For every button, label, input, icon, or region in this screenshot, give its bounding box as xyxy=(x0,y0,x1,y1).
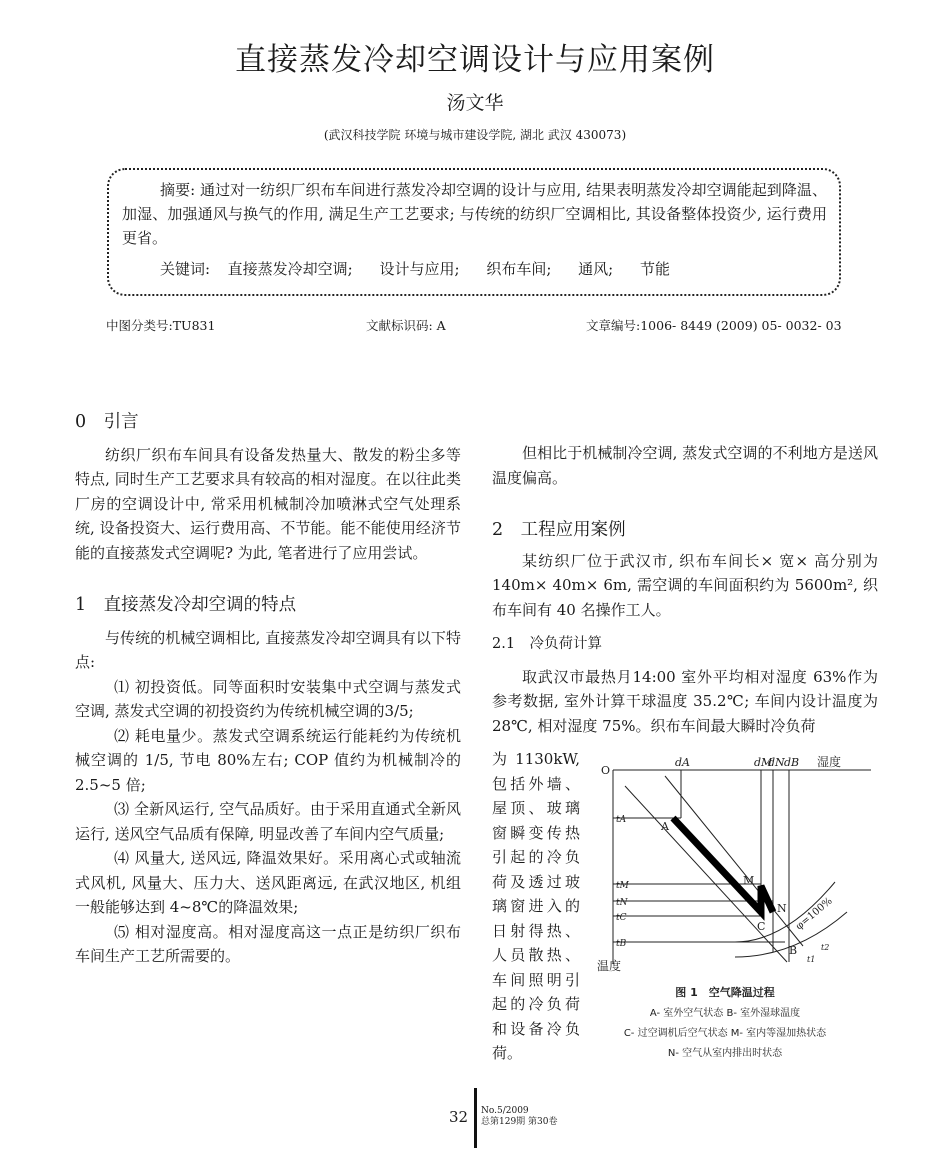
point-label: B xyxy=(789,944,798,957)
keyword: 节能 xyxy=(640,260,671,278)
axis-label: dB xyxy=(784,756,800,769)
air-cooling-process-figure xyxy=(585,752,883,1074)
axis-label: tN xyxy=(616,898,628,908)
section-1-heading: 1 直接蒸发冷却空调的特点 xyxy=(75,595,297,615)
section-0-paragraph: 纺织厂织布车间具有设备发热量大、散发的粉尘多等特点, 同时生产工艺要求具有较高的相对湿度。在以往此类厂房的空调设计中, 常采用机械制冷加喷淋式空气处理系统, 设备投资大、运行费用高、不节能。能不能使用经济节能的直接蒸发式空调呢? 为此, 笔者进行了应用尝试。 xyxy=(75,445,461,562)
axis-label: t1 xyxy=(807,955,816,964)
axis-label: tC xyxy=(616,913,627,923)
article-title: 直接蒸发冷却空调设计与应用案例 xyxy=(235,42,715,78)
author-name: 汤文华 xyxy=(446,92,504,114)
temperature-label: 温度 xyxy=(597,959,622,973)
keyword: 直接蒸发冷却空调; xyxy=(227,260,353,278)
keywords-label: 关键词: xyxy=(160,260,211,278)
keywords xyxy=(160,258,670,279)
keyword: 通风; xyxy=(578,260,614,278)
abstract xyxy=(122,178,827,250)
axis-label: tB xyxy=(616,939,627,949)
section-2-paragraph: 某纺织厂位于武汉市, 织布车间长× 宽× 高分别为 140m× 40m× 6m, 需空调的车间面积约为 5600m², 织布车间有 40 名操作工人。 xyxy=(492,551,878,619)
author-affiliation: (武汉科技学院 环境与城市建设学院, 湖北 武汉 430073) xyxy=(323,128,627,142)
issue-line: 总第129期 第30卷 xyxy=(481,1117,558,1127)
keyword: 设计与应用; xyxy=(379,260,460,278)
figure-caption-title: 图 1 空气降温过程 xyxy=(675,986,775,999)
humidity-label: 湿度 xyxy=(817,755,842,769)
clc-number: 中图分类号:TU831 xyxy=(106,318,216,333)
feature-item: ⑴ 初投资低。同等面积时安装集中式空调与蒸发式空调, 蒸发式空调的初投资约为传统机械空调的3/5; xyxy=(75,677,461,720)
point-label: C xyxy=(757,920,766,933)
axis-label: dN xyxy=(768,756,785,769)
article-number: 文章编号:1006- 8449 (2009) 05- 0032- 03 xyxy=(586,318,842,333)
section-2-1-heading: 2.1 冷负荷计算 xyxy=(492,636,603,652)
feature-item: ⑷ 风量大, 送风远, 降温效果好。采用离心式或轴流式风机, 风量大、压力大、送风距离远, 在武汉地区, 机组一般能够达到 4~8℃的降温效果; xyxy=(75,849,461,916)
left-column xyxy=(75,410,461,969)
feature-item: ⑵ 耗电量少。蒸发式空调系统运行能耗约为传统机械空调的 1/5, 节电 80%左右; COP 值约为机械制冷的 2.5~5 倍; xyxy=(75,726,461,794)
saturation-label: φ=100% xyxy=(793,895,835,933)
section-2-1-paragraph: 取武汉市最热月14:00 室外平均相对湿度 63%作为参考数据, 室外计算干球温度 35.2℃; 车间内设计温度为 28℃, 相对湿度 75%。织布车间最大瞬时冷负荷 xyxy=(492,667,878,735)
figure-caption-line: N- 空气从室内排出时状态 xyxy=(667,1048,783,1059)
axis-label: tM xyxy=(616,881,629,891)
page-number: 32 xyxy=(449,1108,469,1126)
issue-info xyxy=(481,1106,558,1128)
right-column xyxy=(492,441,878,738)
footer-divider xyxy=(474,1088,477,1148)
section-2-heading: 2 工程应用案例 xyxy=(492,520,626,540)
origin-label: O xyxy=(601,764,611,777)
feature-item: ⑸ 相对湿度高。相对湿度高这一点正是纺织厂织布车间生产工艺所需要的。 xyxy=(75,922,461,965)
document-code: 文献标识码: A xyxy=(366,318,446,333)
keyword: 织布车间; xyxy=(486,260,552,278)
section-1-intro: 与传统的机械空调相比, 直接蒸发冷却空调具有以下特点: xyxy=(75,628,461,671)
axis-label: t2 xyxy=(821,943,830,952)
point-label: N xyxy=(777,902,787,915)
section-0-heading: 0 引言 xyxy=(75,412,139,432)
feature-item: ⑶ 全新风运行, 空气品质好。由于采用直通式全新风运行, 送风空气品质有保障, 明显改善了车间内空气质量; xyxy=(75,800,461,843)
figure-caption-line: A- 室外空气状态 B- 室外湿球温度 xyxy=(649,1008,801,1019)
axis-label: dA xyxy=(675,756,690,769)
figure-caption-line: C- 过空调机后空气状态 M- 室内等湿加热状态 xyxy=(623,1028,827,1039)
abstract-text: 摘要: 通过对一纺织厂织布车间进行蒸发冷却空调的设计与应用, 结果表明蒸发冷却空调能起到降温、加湿、加强通风与换气的作用, 满足生产工艺要求; 与传统的纺织厂空调相比, 其设备整体投资少, 运行费用更省。 xyxy=(122,181,827,247)
paragraph: 但相比于机械制冷空调, 蒸发式空调的不利地方是送风温度偏高。 xyxy=(492,444,878,487)
point-label: A xyxy=(661,820,669,833)
point-label: M xyxy=(743,874,755,887)
wrapped-text: 为 1130kW, 包括外墙、屋顶、玻璃窗瞬变传热引起的冷负荷及透过玻璃窗进入的日射得热、人员散热、车间照明引起的冷负荷和设备冷负荷。 xyxy=(492,750,580,1062)
process-line xyxy=(673,818,773,912)
axis-label: tA xyxy=(616,815,627,825)
axis-label: dM xyxy=(754,756,773,769)
issue-line: No.5/2009 xyxy=(481,1106,529,1116)
